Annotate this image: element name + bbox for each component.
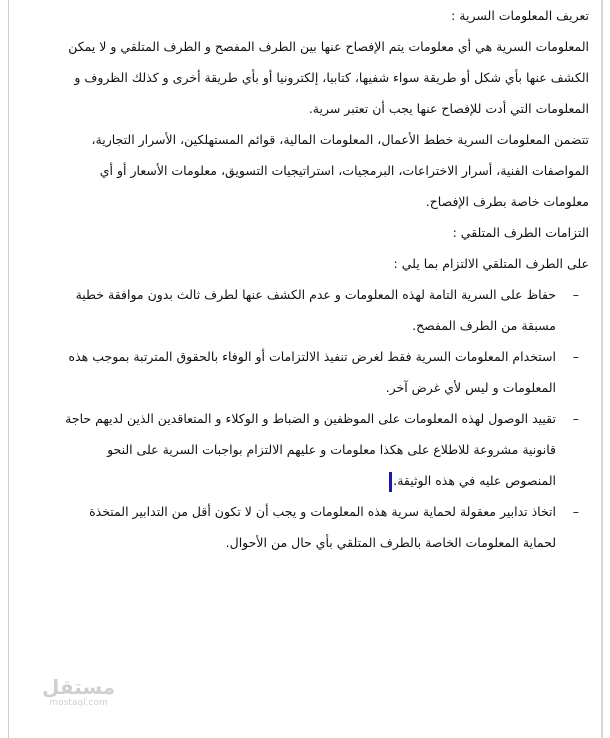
text-cursor <box>389 472 392 492</box>
list-item-line: استخدام المعلومات السرية فقط لغرض تنفيذ الالتزامات أو الوفاء بالحقوق المترتبة بموجب هذه <box>68 349 556 364</box>
heading-recipient-obligations: التزامات الطرف المتلقي : <box>452 225 589 240</box>
list-item-line: لحماية المعلومات الخاصة بالطرف المتلقي بأي حال من الأحوال. <box>225 535 556 550</box>
list-item-text: المنصوص عليه في هذه الوثيقة. <box>393 473 556 488</box>
list-item <box>9 341 589 403</box>
paragraph-line: تتضمن المعلومات السرية خطط الأعمال، المعلومات المالية، قوائم المستهلكين، الأسرار التجارية، <box>91 132 589 147</box>
list-item-line: المعلومات و ليس لأي غرض آخر. <box>385 380 556 395</box>
dash-bullet-icon: – <box>572 411 579 426</box>
list-item-line <box>9 465 556 496</box>
list-item-line: مسبقة من الطرف المفصح. <box>412 318 556 333</box>
list-item-line: تقييد الوصول لهذه المعلومات على الموظفين و الضباط و الوكلاء و المتعاقدين الذين لديهم حاجة <box>65 411 556 426</box>
dash-bullet-icon: – <box>572 349 579 364</box>
paragraph-line: الكشف عنها بأي شكل أو طريقة سواء شفيها، كتابيا، إلكترونيا أو بأي طريقة أخرى و كذلك الظروف و <box>74 70 589 85</box>
document-body[interactable] <box>9 0 589 558</box>
list-item <box>9 279 589 341</box>
list-item-line: حفاظ على السرية التامة لهذه المعلومات و عدم الكشف عنها لطرف ثالث بدون موافقة خطية <box>75 287 556 302</box>
list-item <box>9 403 589 496</box>
document-page <box>8 0 603 738</box>
paragraph-line: المعلومات التي أدت للإفصاح عنها يجب أن تعتبر سرية. <box>308 101 589 116</box>
intro-line: على الطرف المتلقي الالتزام بما يلي : <box>393 256 589 271</box>
dash-bullet-icon: – <box>572 504 579 519</box>
paragraph-line: المعلومات السرية هي أي معلومات يتم الإفصاح عنها بين الطرف المفصح و الطرف المتلقي و لا يمكن <box>68 39 589 54</box>
paragraph-line: معلومات خاصة بطرف الإفصاح. <box>425 194 589 209</box>
list-item <box>9 496 589 558</box>
mostaql-watermark-logo <box>42 676 115 708</box>
watermark-arabic: مستقل <box>42 675 116 699</box>
list-item-line: قانونية مشروعة للاطلاع على هكذا معلومات و عليهم الالتزام بواجبات السرية على النحو <box>107 442 556 457</box>
heading-confidential-definition: تعريف المعلومات السرية : <box>451 8 589 23</box>
list-item-line: اتخاذ تدابير معقولة لحماية سرية هذه المعلومات و يجب أن لا تكون أقل من التدابير المتخذة <box>89 504 556 519</box>
dash-bullet-icon: – <box>572 287 579 302</box>
watermark-latin: mostaql.com <box>49 698 108 708</box>
paragraph-line: المواصفات الفنية، أسرار الاختراعات، البرمجيات، استراتيجيات التسويق، معلومات الأسعار أو أي <box>99 163 589 178</box>
